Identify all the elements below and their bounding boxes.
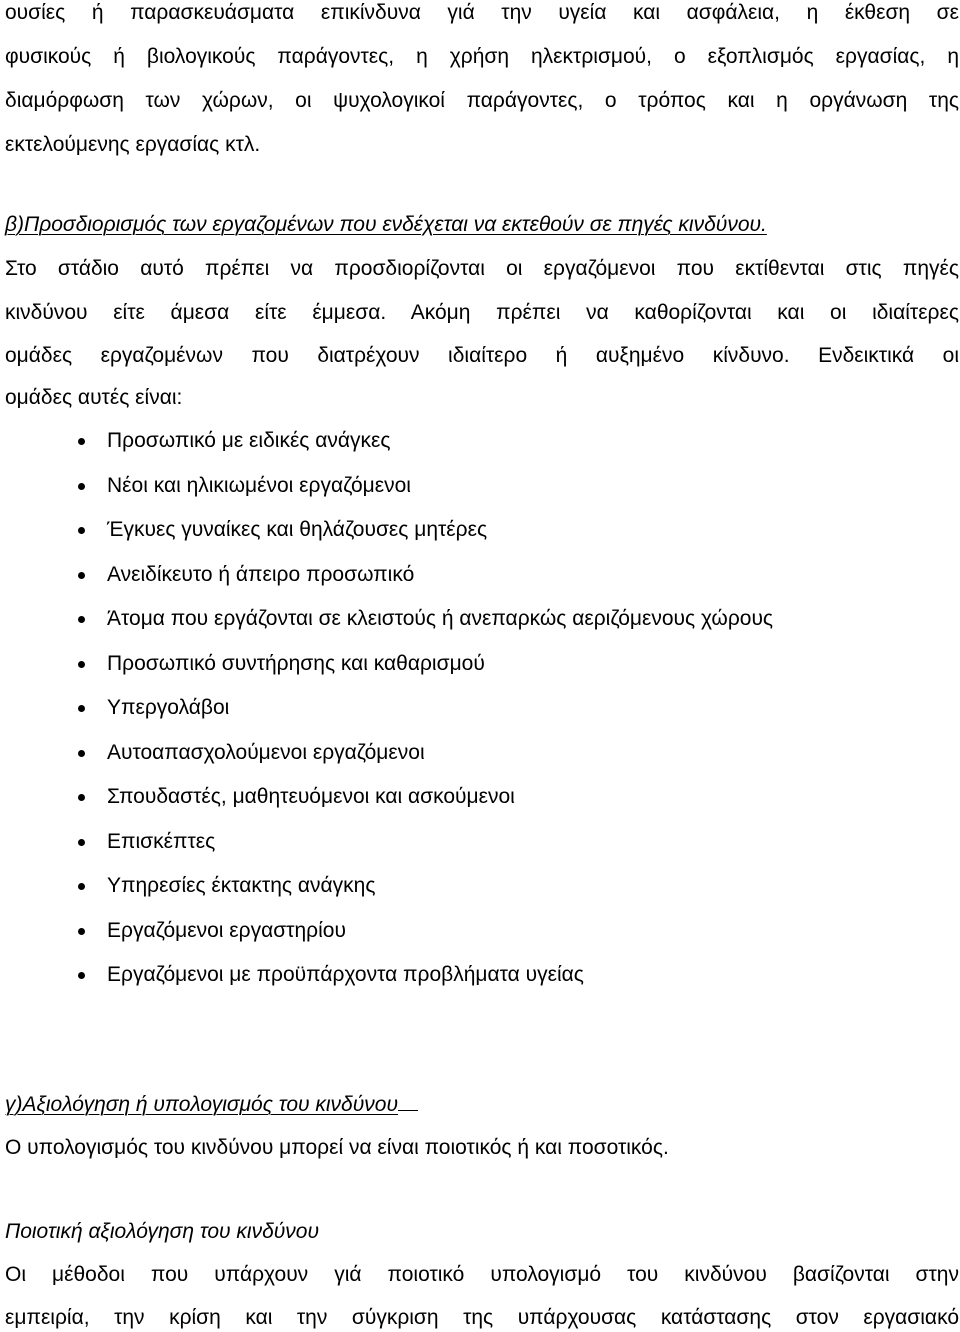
section-c-line: Ο υπολογισμός του κινδύνου μπορεί να είναι ποιοτικός ή και ποσοτικός. (5, 1136, 669, 1159)
list-item-text: Υπεργολάβοι (107, 696, 230, 719)
bullet-icon (78, 572, 85, 579)
qualitative-line-2: εμπειρία, την κρίση και την σύγκριση της υπάρχουσας κατάστασης στον εργασιακό (5, 1306, 959, 1329)
section-c-heading: γ)Αξιολόγηση ή υπολογισμός του κινδύνου (5, 1093, 398, 1116)
intro-line-3: διαμόρφωση των χώρων, οι ψυχολογικοί παράγοντες, ο τρόπος και η οργάνωση της (5, 89, 959, 112)
list-item-text: Υπηρεσίες έκτακτης ανάγκης (107, 874, 376, 897)
intro-line-4: εκτελούμενης εργασίας κτλ. (5, 133, 261, 156)
qualitative-line-1: Οι μέθοδοι που υπάρχουν γιά ποιοτικό υπολογισμό του κινδύνου βασίζονται στην (5, 1263, 959, 1286)
bullet-icon (78, 527, 85, 534)
section-b-line-3: ομάδες εργαζομένων που διατρέχουν ιδιαίτερο ή αυξημένο κίνδυνο. Ενδεικτικά οι (5, 344, 959, 367)
section-b-line-2: κινδύνου είτε άμεσα είτε έμμεσα. Ακόμη πρέπει να καθορίζονται και οι ιδιαίτερες (5, 301, 959, 324)
bullet-icon (78, 839, 85, 846)
list-item-text: Νέοι και ηλικιωμένοι εργαζόμενοι (107, 474, 411, 497)
bullet-icon (78, 972, 85, 979)
list-item-text: Άτομα που εργάζονται σε κλειστούς ή ανεπαρκώς αεριζόμενους χώρους (107, 607, 774, 630)
section-b-line-1: Στο στάδιο αυτό πρέπει να προσδιορίζονται οι εργαζόμενοι που εκτίθενται στις πηγές (5, 257, 959, 280)
bullet-icon (78, 483, 85, 490)
intro-line-1: ουσίες ή παρασκευάσματα επικίνδυνα γιά την υγεία και ασφάλεια, η έκθεση σε (5, 1, 959, 24)
bullet-icon (78, 883, 85, 890)
bullet-icon (78, 661, 85, 668)
list-item-text: Προσωπικό με ειδικές ανάγκες (107, 429, 391, 452)
section-b-heading: β)Προσδιορισμός των εργαζομένων που ενδέχεται να εκτεθούν σε πηγές κινδύνου. (5, 213, 767, 236)
list-item-text: Επισκέπτες (107, 830, 216, 853)
list-item-text: Εργαζόμενοι εργαστηρίου (107, 919, 346, 942)
bullet-icon (78, 750, 85, 757)
heading-underline-extension (398, 1092, 418, 1111)
list-item-text: Έγκυες γυναίκες και θηλάζουσες μητέρες (107, 518, 488, 541)
qualitative-heading: Ποιοτική αξιολόγηση του κινδύνου (5, 1220, 320, 1243)
bullet-icon (78, 438, 85, 445)
intro-line-2: φυσικούς ή βιολογικούς παράγοντες, η χρήση ηλεκτρισμού, ο εξοπλισμός εργασίας, η (5, 45, 959, 68)
section-b-line-4: ομάδες αυτές είναι: (5, 386, 183, 409)
bullet-icon (78, 616, 85, 623)
bullet-icon (78, 794, 85, 801)
list-item-text: Σπουδαστές, μαθητευόμενοι και ασκούμενοι (107, 785, 515, 808)
list-item-text: Ανειδίκευτο ή άπειρο προσωπικό (107, 563, 415, 586)
section-c-heading-row (5, 1092, 418, 1118)
list-item-text: Αυτοαπασχολούμενοι εργαζόμενοι (107, 741, 425, 764)
bullet-icon (78, 928, 85, 935)
bullet-icon (78, 705, 85, 712)
list-item-text: Εργαζόμενοι με προϋπάρχοντα προβλήματα υγείας (107, 963, 584, 986)
list-item-text: Προσωπικό συντήρησης και καθαρισμού (107, 652, 485, 675)
